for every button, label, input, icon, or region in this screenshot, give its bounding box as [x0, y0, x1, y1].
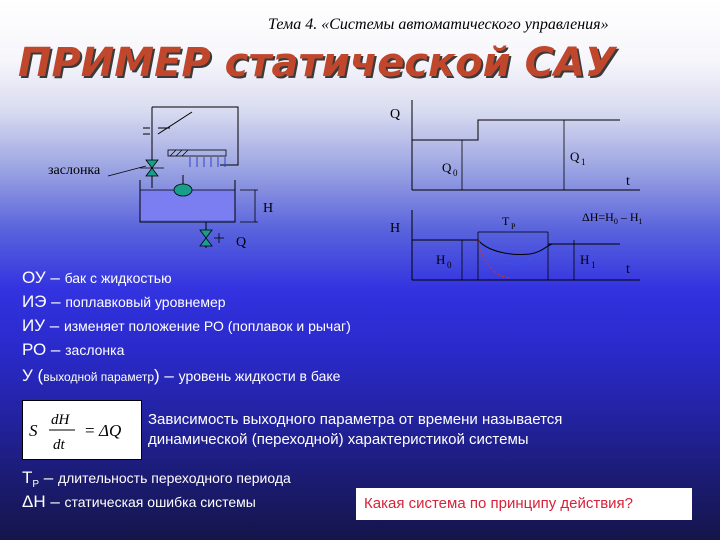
q-axis-label: Q: [390, 107, 401, 122]
h-response-curve-dashed: [478, 240, 552, 264]
svg-text:dH: dH: [51, 412, 70, 428]
question-box: Какая система по принципу действия?: [356, 488, 692, 520]
q0-label: Q: [442, 160, 452, 175]
svg-text:dt: dt: [53, 437, 65, 453]
description: Зависимость выходного параметра от времени называется динамической (переходной) характеристикой системы: [148, 411, 563, 448]
def-ou: ОУ – бак с жидкостью: [22, 268, 172, 287]
def-iu: ИУ – изменяет положение РО (поплавок и рычаг): [22, 316, 351, 335]
q-step: [412, 120, 620, 140]
delta-h-label: $\Delta H=H_0 - H_1$: [582, 210, 643, 226]
formula-box: [22, 400, 142, 460]
q1-label: Q: [570, 149, 580, 164]
def-ie: ИЭ – поплавковый уровнемер: [22, 292, 226, 311]
svg-text:0: 0: [453, 168, 458, 178]
valve-label: заслонка: [48, 163, 101, 178]
h-response-curve-red: [478, 240, 510, 278]
def-dh: ΔH – статическая ошибка системы: [22, 492, 256, 511]
t2-label: t: [626, 262, 630, 277]
def-ro: РО – заслонка: [22, 340, 125, 359]
h1-label: H: [580, 252, 590, 267]
svg-text:1: 1: [581, 157, 586, 167]
svg-text:P: P: [511, 222, 516, 231]
svg-text:=: =: [85, 421, 95, 440]
svg-text:S: S: [29, 421, 38, 440]
h0-label: H: [436, 252, 446, 267]
t-label: t: [626, 174, 630, 189]
def-tp: $T_P$ – длительность переходного периода: [22, 468, 291, 491]
slide-title: ПРИМЕР статической САУ: [18, 40, 616, 86]
topic-header: Тема 4. «Системы автоматического управления»: [268, 16, 609, 33]
svg-text:1: 1: [591, 260, 596, 270]
svg-text:ΔQ: ΔQ: [99, 421, 122, 440]
flow-label: Q: [236, 235, 247, 250]
h-response-curve: [478, 240, 552, 254]
tp-label: T: [502, 214, 510, 228]
h-axis-label: H: [390, 221, 401, 236]
def-output: У (выходной параметр) – уровень жидкости в баке: [22, 366, 341, 385]
differential-equation: [23, 401, 141, 459]
level-label: H: [263, 201, 274, 216]
svg-text:0: 0: [447, 260, 452, 270]
